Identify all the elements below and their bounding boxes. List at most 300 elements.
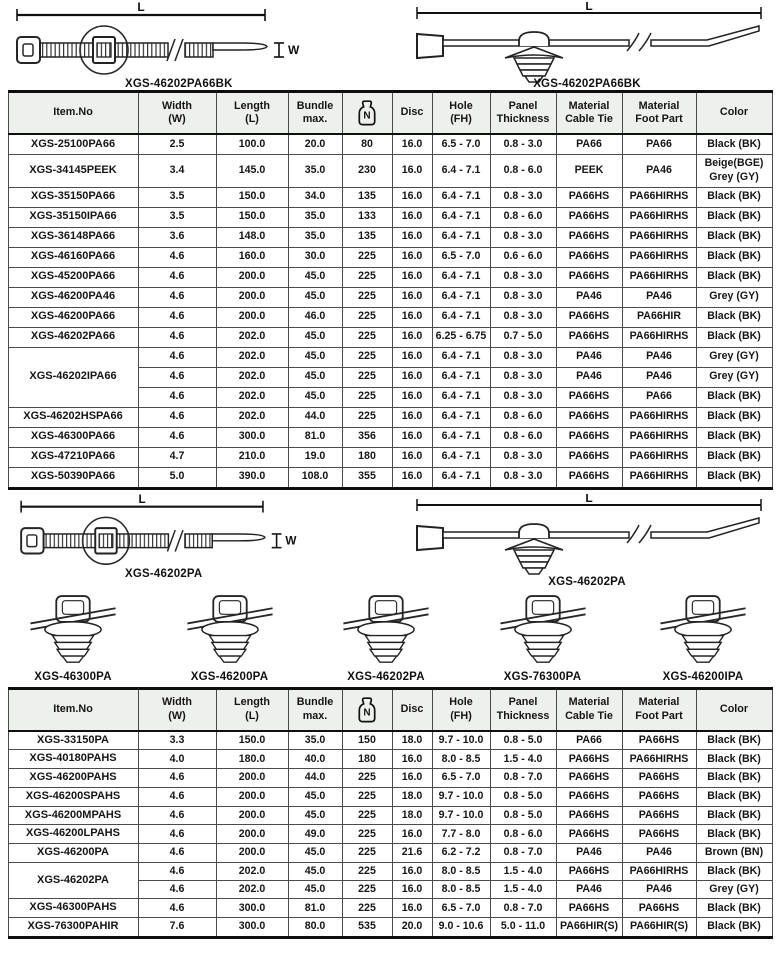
cell-tie: PA46 [556,881,622,899]
table-row [8,427,772,447]
cell-length: 200.0 [216,825,288,844]
cell-bundle: 45.0 [288,267,342,287]
col-panel-thickness: Panel Thickness [490,92,556,135]
cell-tie: PA66HS [556,750,622,769]
col-length: Length (L) [216,92,288,135]
cell-panel: 0.8 - 5.0 [490,731,556,750]
cell-color: Black (BK) [696,750,772,769]
table-row [8,227,772,247]
cell-tie: PA66HS [556,447,622,467]
cell-panel: 0.8 - 3.0 [490,267,556,287]
cell-n: 356 [342,427,392,447]
figure-caption: XGS-46300PA [34,670,112,683]
cell-disc: 16.0 [392,407,432,427]
cell-length: 150.0 [216,187,288,207]
cell-item-no: XGS-46160PA66 [8,247,138,267]
cell-color: Black (BK) [696,862,772,880]
cell-panel: 0.8 - 3.0 [490,387,556,407]
col-hole: Hole (FH) [432,688,490,731]
cell-bundle: 80.0 [288,918,342,938]
cell-color: Black (BK) [696,769,772,788]
cell-bundle: 44.0 [288,407,342,427]
col-material-foot-part: Material Foot Part [622,688,696,731]
cell-color: Black (BK) [696,227,772,247]
cell-length: 100.0 [216,134,288,155]
cell-hole: 6.4 - 7.1 [432,387,490,407]
cell-panel: 0.8 - 3.0 [490,287,556,307]
cell-color: Black (BK) [696,447,772,467]
col-material-cable-tie: Material Cable Tie [556,92,622,135]
col-color: Color [696,688,772,731]
col-material-cable-tie: Material Cable Tie [556,688,622,731]
cell-panel: 0.8 - 3.0 [490,447,556,467]
cell-length: 200.0 [216,267,288,287]
cell-bundle: 19.0 [288,447,342,467]
cell-n: 225 [342,899,392,918]
cell-color: Black (BK) [696,918,772,938]
cell-item-no: XGS-46300PAHS [8,899,138,918]
cell-hole: 6.4 - 7.1 [432,407,490,427]
cell-length: 148.0 [216,227,288,247]
cell-foot: PA66 [622,387,696,407]
cell-width: 3.4 [138,155,216,188]
cell-item-no: XGS-35150IPA66 [8,207,138,227]
cell-width: 4.6 [138,899,216,918]
cell-disc: 18.0 [392,787,432,806]
cell-item-no: XGS-40180PAHS [8,750,138,769]
cell-foot: PA66HS [622,899,696,918]
figure-firtree-cable-tie [401,494,773,588]
cell-hole: 6.4 - 7.1 [432,367,490,387]
cell-foot: PA66HS [622,806,696,825]
cell-width: 3.3 [138,731,216,750]
cell-length: 202.0 [216,347,288,367]
cell-tie: PA66HS [556,467,622,488]
cell-bundle: 44.0 [288,769,342,788]
dim-label-W: W [288,43,300,57]
cell-disc: 16.0 [392,467,432,488]
cell-color: Black (BK) [696,787,772,806]
cell-n: 225 [342,247,392,267]
cell-bundle: 45.0 [288,862,342,880]
cell-n: 225 [342,844,392,863]
cell-bundle: 35.0 [288,227,342,247]
cell-panel: 0.8 - 7.0 [490,769,556,788]
cell-disc: 16.0 [392,881,432,899]
dim-label-L: L [585,2,593,13]
cell-item-no: XGS-47210PA66 [8,447,138,467]
flat-cable-tie-diagram [7,494,359,572]
cell-length: 300.0 [216,427,288,447]
cell-panel: 0.8 - 3.0 [490,467,556,488]
cell-color: Black (BK) [696,731,772,750]
cell-length: 200.0 [216,787,288,806]
cell-panel: 1.5 - 4.0 [490,862,556,880]
cell-foot: PA46 [622,347,696,367]
cell-length: 160.0 [216,247,288,267]
cell-disc: 16.0 [392,267,432,287]
cell-disc: 16.0 [392,447,432,467]
cell-hole: 6.4 - 7.1 [432,347,490,367]
cell-panel: 0.8 - 6.0 [490,207,556,227]
cell-n: 535 [342,918,392,938]
cell-hole: 9.7 - 10.0 [432,787,490,806]
cell-disc: 16.0 [392,207,432,227]
cell-hole: 6.4 - 7.1 [432,155,490,188]
figure-caption: XGS-76300PA [503,670,582,683]
cell-disc: 16.0 [392,899,432,918]
cell-n: 225 [342,387,392,407]
table-row [8,187,772,207]
cell-tie: PA66HS [556,787,622,806]
cell-panel: 0.8 - 6.0 [490,407,556,427]
cell-foot: PA46 [622,155,696,188]
col-strength [342,92,392,135]
cell-panel: 0.8 - 3.0 [490,187,556,207]
cell-length: 202.0 [216,407,288,427]
cell-hole: 6.4 - 7.1 [432,267,490,287]
cell-bundle: 45.0 [288,881,342,899]
cell-tie: PA66HS [556,327,622,347]
cell-width: 4.6 [138,307,216,327]
cell-width: 4.6 [138,427,216,447]
table-row [8,467,772,488]
cell-length: 200.0 [216,844,288,863]
figure-flat-cable-tie [7,2,359,90]
cell-tie: PA46 [556,367,622,387]
weight-newton-icon [357,99,377,127]
cell-bundle: 20.0 [288,134,342,155]
cell-tie: PA66HS [556,247,622,267]
cell-n: 225 [342,267,392,287]
col-bundle-max: Bundle max. [288,688,342,731]
cell-color: Beige(BGE) Grey (GY) [696,155,772,188]
cell-length: 145.0 [216,155,288,188]
cell-item-no: XGS-33150PA [8,731,138,750]
cell-disc: 16.0 [392,287,432,307]
cell-length: 200.0 [216,806,288,825]
cell-length: 300.0 [216,899,288,918]
figure-caption: XGS-46200PA [190,670,269,683]
cell-length: 180.0 [216,750,288,769]
cell-hole: 6.25 - 6.75 [432,327,490,347]
spec-table-pa66 [8,90,773,490]
col-width: Width (W) [138,92,216,135]
cell-item-no: XGS-46200SPAHS [8,787,138,806]
cell-bundle: 81.0 [288,899,342,918]
cell-width: 4.6 [138,825,216,844]
cell-foot: PA66HS [622,731,696,750]
cell-foot: PA66 [622,134,696,155]
cell-foot: PA66HIRHS [622,467,696,488]
cell-width: 4.6 [138,769,216,788]
cell-panel: 0.6 - 6.0 [490,247,556,267]
cell-tie: PEEK [556,155,622,188]
figure-caption: XGS-46202PA [125,567,203,580]
cell-foot: PA66HIRHS [622,247,696,267]
table-row [8,407,772,427]
top-drawings [7,2,773,90]
cell-width: 4.6 [138,806,216,825]
cell-width: 3.5 [138,187,216,207]
table-header [8,688,772,731]
firtree-mount-diagram [178,590,282,666]
firtree-cable-tie-diagram [401,2,773,84]
cell-width: 2.5 [138,134,216,155]
cell-item-no: XGS-50390PA66 [8,467,138,488]
cell-tie: PA46 [556,844,622,863]
cell-width: 4.7 [138,447,216,467]
figure-caption: XGS-46202PA [347,670,425,683]
cell-color: Black (BK) [696,207,772,227]
cell-foot: PA66HIRHS [622,187,696,207]
cell-panel: 0.8 - 3.0 [490,347,556,367]
cell-bundle: 45.0 [288,787,342,806]
cell-disc: 18.0 [392,731,432,750]
cell-width: 7.6 [138,918,216,938]
table-row [8,207,772,227]
cell-foot: PA66HIRHS [622,227,696,247]
firtree-mount-diagram [647,590,759,666]
cell-length: 300.0 [216,918,288,938]
cell-tie: PA66HIR(S) [556,918,622,938]
cell-disc: 16.0 [392,769,432,788]
cell-n: 225 [342,787,392,806]
cell-foot: PA66HS [622,787,696,806]
table-row [8,447,772,467]
table-row [8,731,772,750]
cell-color: Brown (BN) [696,844,772,863]
cell-length: 202.0 [216,862,288,880]
firtree-mount-diagram [21,590,125,666]
table-row [8,327,772,347]
col-hole: Hole (FH) [432,92,490,135]
cell-length: 200.0 [216,287,288,307]
cell-tie: PA66HS [556,806,622,825]
cell-bundle: 45.0 [288,347,342,367]
cell-color: Grey (GY) [696,881,772,899]
table-row [8,825,772,844]
cell-tie: PA46 [556,287,622,307]
cell-hole: 6.5 - 7.0 [432,899,490,918]
cell-panel: 5.0 - 11.0 [490,918,556,938]
cell-tie: PA66 [556,134,622,155]
cell-bundle: 35.0 [288,155,342,188]
dim-label-L: L [138,493,146,506]
cell-item-no: XGS-46200MPAHS [8,806,138,825]
cell-color: Black (BK) [696,187,772,207]
cell-n: 180 [342,447,392,467]
cell-disc: 16.0 [392,187,432,207]
col-item-no: Item.No [8,92,138,135]
col-disc: Disc [392,92,432,135]
cell-bundle: 45.0 [288,367,342,387]
col-length: Length (L) [216,688,288,731]
cell-panel: 0.8 - 5.0 [490,806,556,825]
cell-color: Grey (GY) [696,367,772,387]
cell-length: 200.0 [216,769,288,788]
cell-tie: PA66HS [556,769,622,788]
cell-hole: 6.4 - 7.1 [432,467,490,488]
cell-hole: 6.4 - 7.1 [432,227,490,247]
cell-hole: 8.0 - 8.5 [432,750,490,769]
cell-disc: 16.0 [392,427,432,447]
cell-item-no: XGS-46200PA66 [8,307,138,327]
cell-bundle: 49.0 [288,825,342,844]
cell-length: 150.0 [216,731,288,750]
cell-n: 225 [342,769,392,788]
figure-mount [334,590,438,683]
cell-hole: 6.4 - 7.1 [432,427,490,447]
cell-color: Black (BK) [696,407,772,427]
mount-drawings [7,590,773,683]
weight-newton-icon [357,696,377,724]
cell-bundle: 35.0 [288,731,342,750]
cell-disc: 16.0 [392,247,432,267]
cell-bundle: 45.0 [288,387,342,407]
cell-item-no: XGS-46200PA [8,844,138,863]
cell-n: 225 [342,862,392,880]
cell-item-no: XGS-34145PEEK [8,155,138,188]
cell-disc: 16.0 [392,327,432,347]
cell-n: 225 [342,307,392,327]
cell-bundle: 45.0 [288,327,342,347]
cell-hole: 9.0 - 10.6 [432,918,490,938]
cell-panel: 0.8 - 7.0 [490,899,556,918]
cell-item-no: XGS-45200PA66 [8,267,138,287]
table-row [8,134,772,155]
cell-foot: PA66HIRHS [622,750,696,769]
cell-tie: PA66HS [556,407,622,427]
cell-disc: 16.0 [392,387,432,407]
table-row [8,287,772,307]
cell-foot: PA66HIRHS [622,407,696,427]
table-row [8,806,772,825]
cell-width: 4.6 [138,367,216,387]
cell-disc: 16.0 [392,134,432,155]
table-row [8,750,772,769]
cell-item-no: XGS-35150PA66 [8,187,138,207]
table-row [8,862,772,880]
cell-bundle: 40.0 [288,750,342,769]
cell-bundle: 34.0 [288,187,342,207]
cell-length: 200.0 [216,307,288,327]
cell-hole: 8.0 - 8.5 [432,881,490,899]
cell-tie: PA66HS [556,862,622,880]
cell-hole: 6.4 - 7.1 [432,187,490,207]
cell-disc: 16.0 [392,347,432,367]
cell-color: Black (BK) [696,467,772,488]
cell-panel: 0.8 - 3.0 [490,227,556,247]
cell-bundle: 81.0 [288,427,342,447]
cell-item-no: XGS-46202PA66 [8,327,138,347]
firtree-mount-diagram [491,590,595,666]
table-header [8,92,772,135]
cell-foot: PA66HS [622,825,696,844]
cell-item-no: XGS-46200PAHS [8,769,138,788]
table-row [8,787,772,806]
cell-panel: 0.8 - 3.0 [490,134,556,155]
cell-hole: 7.7 - 8.0 [432,825,490,844]
cell-tie: PA66HS [556,387,622,407]
cell-width: 3.5 [138,207,216,227]
figure-caption: XGS-46202PA66BK [533,78,641,90]
table-row [8,918,772,938]
col-strength [342,688,392,731]
dim-label-L: L [137,2,145,14]
cell-item-no: XGS-46202HSPA66 [8,407,138,427]
cell-item-no: XGS-36148PA66 [8,227,138,247]
col-width: Width (W) [138,688,216,731]
cell-panel: 1.5 - 4.0 [490,750,556,769]
figure-firtree-cable-tie [401,2,773,90]
table-row [8,899,772,918]
cell-width: 4.6 [138,407,216,427]
cell-length: 202.0 [216,367,288,387]
cell-width: 4.0 [138,750,216,769]
cell-tie: PA66HS [556,899,622,918]
cell-hole: 9.7 - 10.0 [432,731,490,750]
cell-disc: 16.0 [392,367,432,387]
cell-disc: 16.0 [392,862,432,880]
cell-n: 225 [342,287,392,307]
cell-tie: PA66HS [556,227,622,247]
cell-hole: 6.4 - 7.1 [432,447,490,467]
cell-tie: PA66HS [556,825,622,844]
cell-foot: PA66HIRHS [622,327,696,347]
figure-flat-cable-tie [7,494,359,580]
figure-mount [178,590,282,683]
firtree-cable-tie-diagram [401,494,773,582]
cell-length: 210.0 [216,447,288,467]
cell-bundle: 45.0 [288,806,342,825]
cell-length: 390.0 [216,467,288,488]
figure-mount [21,590,125,683]
cell-item-no: XGS-76300PAHIR [8,918,138,938]
cell-color: Black (BK) [696,806,772,825]
cell-n: 133 [342,207,392,227]
cell-panel: 0.8 - 6.0 [490,427,556,447]
cell-foot: PA66HIRHS [622,207,696,227]
cell-n: 80 [342,134,392,155]
middle-drawings [7,494,773,588]
cell-foot: PA46 [622,287,696,307]
cell-panel: 0.8 - 3.0 [490,307,556,327]
cell-hole: 6.5 - 7.0 [432,769,490,788]
cell-width: 3.6 [138,227,216,247]
cell-color: Black (BK) [696,307,772,327]
cell-panel: 0.8 - 6.0 [490,825,556,844]
flat-cable-tie-diagram [7,2,359,82]
cell-disc: 16.0 [392,227,432,247]
cell-length: 202.0 [216,327,288,347]
cell-panel: 0.7 - 5.0 [490,327,556,347]
cell-width: 4.6 [138,844,216,863]
cell-bundle: 35.0 [288,207,342,227]
table-row [8,769,772,788]
cell-panel: 0.8 - 5.0 [490,787,556,806]
cell-hole: 6.5 - 7.0 [432,247,490,267]
cell-n: 355 [342,467,392,488]
table-row [8,247,772,267]
cell-item-no: XGS-46202IPA66 [8,347,138,407]
cell-hole: 6.4 - 7.1 [432,307,490,327]
cell-color: Grey (GY) [696,287,772,307]
cell-width: 4.6 [138,862,216,880]
cell-disc: 16.0 [392,750,432,769]
figure-caption: XGS-46202PA66BK [125,78,233,90]
cell-tie: PA66 [556,731,622,750]
